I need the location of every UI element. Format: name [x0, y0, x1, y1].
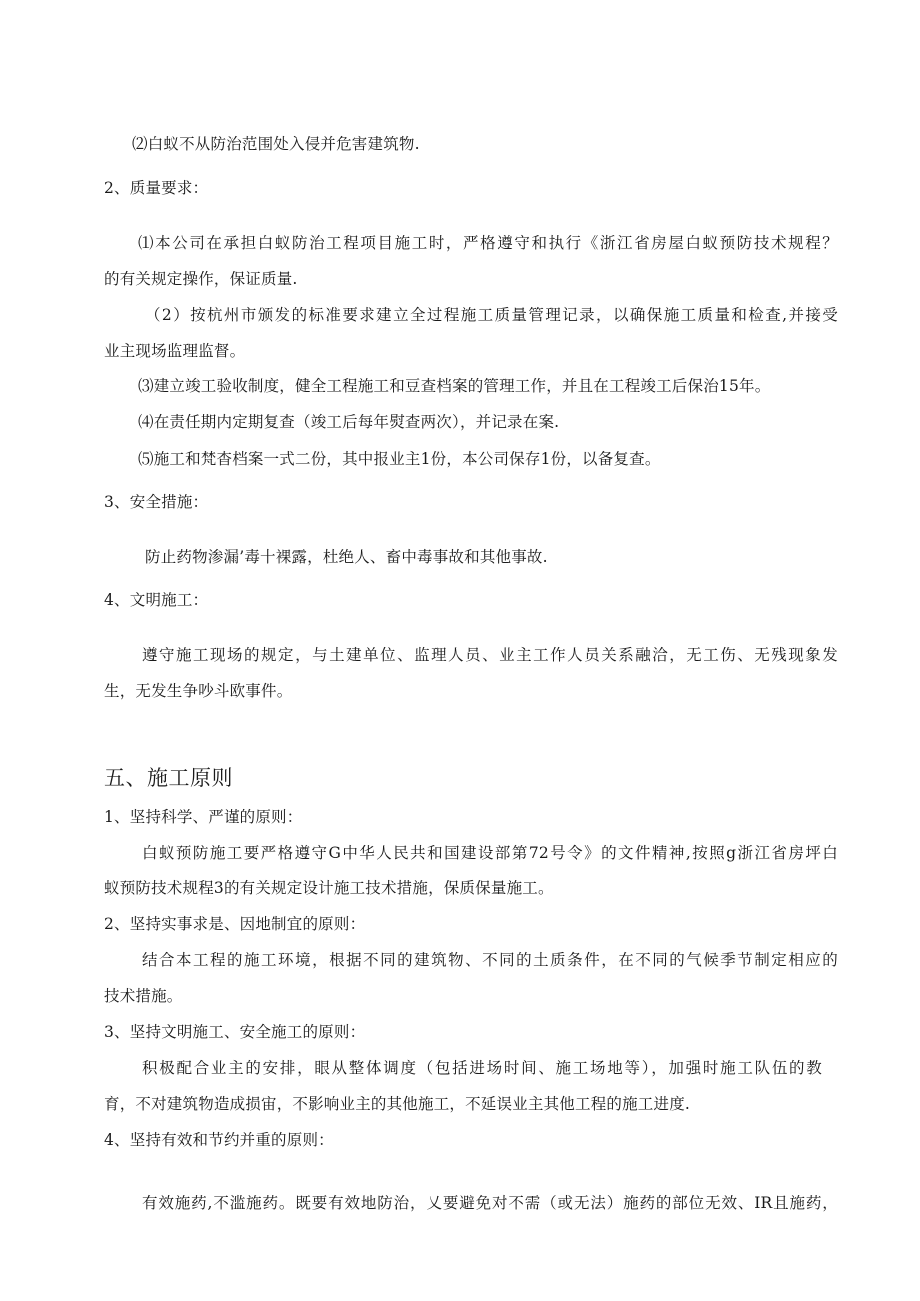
quality-section-title: 2、质量要求： [104, 179, 209, 197]
quality-item-3: ⑶建立竣工验收制度，健全工程施工和豆查档案的管理工作，并且在工程竣工后保治15年。 [138, 377, 771, 395]
quality-item-2-prevent-invasion: ⑵白蚁不从防治范围处入侵并危害建筑物. [132, 135, 420, 153]
safety-section-title: 3、安全措施： [104, 493, 209, 511]
quality-item-2-line-2: 业主现场监理监督。 [104, 342, 246, 360]
quality-item-4: ⑷在责任期内定期复查（竣工后每年熨查两次），并记录在案. [138, 413, 560, 431]
civil-section-title: 4、文明施工： [104, 591, 209, 609]
principle-1-title: 1、坚持科学、严谨的原则： [104, 808, 303, 826]
quality-item-1-line-1: ⑴本公司在承担白蚁防治工程项目施工时，严格遵守和执行《浙江省房屋白蚁预防技术规程？ [138, 234, 838, 252]
principle-4-line-1: 有效施药,不滥施药。既要有效地防治，乂要避免对不需（或无法）施药的部位无效、IR且施药， [142, 1194, 838, 1212]
principle-1-line-1: 白蚁预防施工要严格遵守G中华人民共和国建设部第72号令》的文件精神,按照g浙江省房坪白 [142, 844, 838, 862]
principle-3-line-2: 育，不对建筑物造成损宙，不影响业主的其他施工，不延误业主其他工程的施工进度. [104, 1095, 691, 1113]
civil-paragraph-line-2: 生，无发生争吵斗欧事件。 [104, 682, 293, 700]
quality-item-1-line-2: 的有关规定操作，保证质量. [104, 270, 298, 288]
principle-2-line-2: 技术措施。 [104, 987, 183, 1005]
principle-3-title: 3、坚持文明施工、安全施工的原则： [104, 1023, 366, 1041]
principle-4-title: 4、坚持有效和节约并重的原则： [104, 1131, 334, 1149]
principle-2-line-1: 结合本工程的施工环境，根据不同的建筑物、不同的土质条件，在不同的气候季节制定相应的 [142, 951, 838, 969]
safety-paragraph: 防止药物渗漏’毒十裸露，杜绝人、畜中毒事故和其他事故. [145, 548, 548, 566]
quality-item-5: ⑸施工和梵杳档案一式二份，其中报业主1份，本公司保存1份，以备复查。 [138, 450, 661, 468]
civil-paragraph-line-1: 遵守施工现场的规定，与土建单位、监理人员、业主工作人员关系融洽，无工伤、无残现象发 [142, 646, 838, 664]
principle-1-line-2: 蚁预防技术规程3的有关规定设计施工技术措施，保质保量施工。 [104, 879, 554, 897]
section-heading-construction-principles: 五、施工原则 [104, 766, 233, 790]
principle-3-line-1: 积极配合业主的安排，眼从整体调度（包括进场时间、施工场地等），加强时施工队伍的教 [142, 1059, 822, 1077]
principle-2-title: 2、坚持实事求是、因地制宜的原则： [104, 915, 366, 933]
quality-item-2-line-1: （2）按杭州市颁发的标准要求建立全过程施工质量管理记录，以确保施工质量和检查,并接受 [145, 306, 838, 324]
